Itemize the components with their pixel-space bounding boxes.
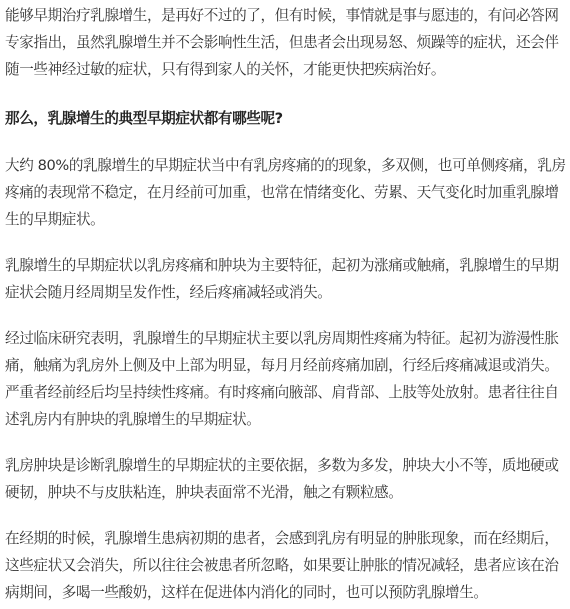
paragraph-pain-symptoms: 大约 80%的乳腺增生的早期症状当中有乳房疼痛的的现象，多双侧，也可单侧疼痛，乳房疼痛的表现常不稳定，在月经前可加重，也常在情绪变化、劳累、天气变化时加重乳腺增生的早期症状。 [5, 157, 566, 228]
paragraph-main-features: 乳腺增生的早期症状以乳房疼痛和肿块为主要特征，起初为涨痛或触痛，乳腺增生的早期症状会随月经周期呈发作性，经后疼痛减轻或消失。 [5, 257, 559, 301]
paragraph-clinical-research: 经过临床研究表明，乳腺增生的早期症状主要以乳房周期性疼痛为特征。起初为游漫性胀痛，触痛为乳房外上侧及中上部为明显，每月月经前疼痛加剧，行经后疼痛减退或消失。严重者经前经后均呈持续性疼痛。有时疼痛向腋部、肩背部、上肢等处放射。患者往往自述乳房内有肿块的乳腺增生的早期症状。 [5, 330, 559, 428]
article-body [5, 0, 567, 606]
paragraph-menstrual-period: 在经期的时候，乳腺增生患病初期的患者，会感到乳房有明显的肿胀现象，而在经期后，这些症状又会消失，所以往往会被患者所忽略，如果要让肿胀的情况减轻，患者应该在治病期间，多喝一些酸奶，这样在促进体内消化的同时，也可以预防乳腺增生。 [5, 530, 559, 601]
intro-paragraph: 能够早期治疗乳腺增生，是再好不过的了，但有时候，事情就是事与愿违的，有问必答网专家指出，虽然乳腺增生并不会影响性生活，但患者会出现易怒、烦躁等的症状，还会伴随一些神经过敏的症状，只有得到家人的关怀，才能更快把疾病治好。 [5, 7, 559, 78]
paragraph-breast-lump: 乳房肿块是诊断乳腺增生的早期症状的主要依据，多数为多发，肿块大小不等，质地硬或硬韧，肿块不与皮肤粘连，肿块表面常不光滑，触之有颗粒感。 [5, 457, 559, 501]
section-heading: 那么，乳腺增生的典型早期症状都有哪些呢? [5, 110, 283, 127]
